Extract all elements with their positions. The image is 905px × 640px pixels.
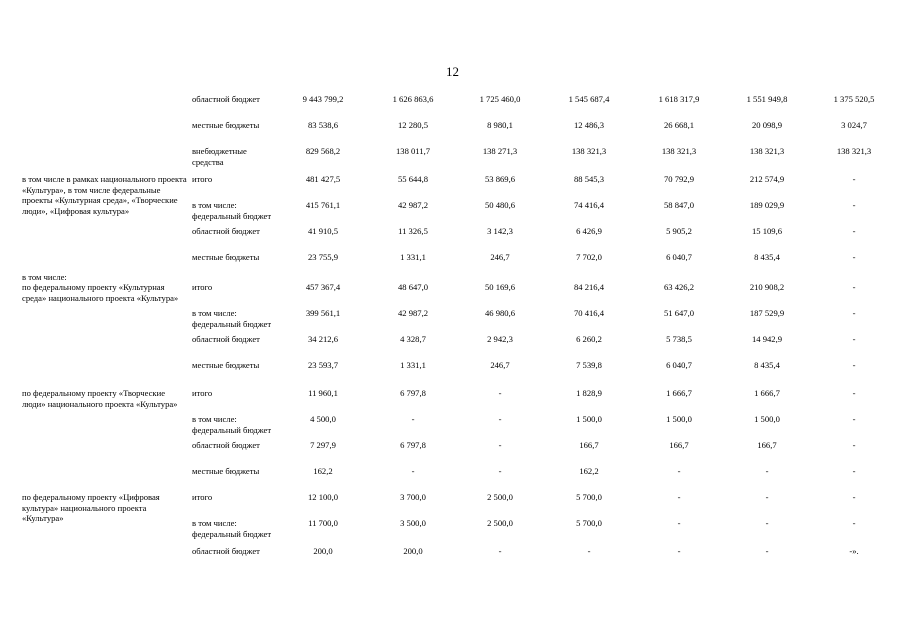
value-cell: 8 435,4	[754, 360, 780, 370]
value-cell: 1 666,7	[754, 388, 780, 398]
value-cell: 26 668,1	[663, 120, 695, 130]
value-cell: 1 500,0	[576, 414, 602, 424]
value-cell: 6 426,9	[576, 226, 602, 236]
value-cell: -	[498, 440, 502, 450]
value-cell: 2 500,0	[487, 492, 513, 502]
value-cell: -	[765, 466, 769, 476]
value-cell: 5 905,2	[666, 226, 692, 236]
value-cell: 7 539,8	[576, 360, 602, 370]
value-cell: 5 700,0	[576, 492, 602, 502]
value-cell: 210 908,2	[749, 282, 785, 292]
value-cell: 138 321,3	[571, 146, 607, 156]
value-cell: 1 500,0	[754, 414, 780, 424]
budget-source: областной бюджет	[192, 546, 260, 556]
value-cell: 138 271,3	[482, 146, 518, 156]
budget-source: в том числе: федеральный бюджет	[192, 518, 272, 539]
value-cell: 70 416,4	[573, 308, 605, 318]
value-cell: 481 427,5	[305, 174, 341, 184]
value-cell: 83 538,6	[307, 120, 339, 130]
value-cell: 200,0	[403, 546, 423, 556]
value-cell: 162,2	[313, 466, 333, 476]
value-cell: 1 666,7	[666, 388, 692, 398]
value-cell: -	[852, 466, 856, 476]
value-cell: 12 280,5	[397, 120, 429, 130]
value-cell: -	[498, 388, 502, 398]
value-cell: -	[677, 518, 681, 528]
value-cell: -	[498, 466, 502, 476]
value-cell: 4 328,7	[400, 334, 426, 344]
value-cell: 1 626 863,6	[392, 94, 434, 104]
row-description: по федеральному проекту «Культурная среда» национального проекта «Культура»	[22, 282, 179, 303]
value-cell: 166,7	[757, 440, 777, 450]
row-description: по федеральному проекту «Цифровая культура» национального проекта «Культура»	[22, 492, 160, 524]
value-cell: 58 847,0	[663, 200, 695, 210]
budget-source: областной бюджет	[192, 226, 260, 236]
value-cell: 2 942,3	[487, 334, 513, 344]
value-cell: 6 797,8	[400, 440, 426, 450]
budget-source: итого	[192, 492, 213, 502]
budget-source: областной бюджет	[192, 94, 260, 104]
value-cell: 399 561,1	[305, 308, 341, 318]
value-cell: -	[852, 440, 856, 450]
value-cell: 1 828,9	[576, 388, 602, 398]
value-cell: -	[765, 492, 769, 502]
value-cell: -	[765, 518, 769, 528]
budget-source: в том числе: федеральный бюджет	[192, 200, 272, 221]
value-cell: 200,0	[313, 546, 333, 556]
value-cell: -».	[849, 546, 859, 556]
value-cell: 6 797,8	[400, 388, 426, 398]
budget-source: итого	[192, 388, 213, 398]
budget-source: местные бюджеты	[192, 252, 260, 262]
value-cell: 6 040,7	[666, 360, 692, 370]
budget-source: итого	[192, 174, 213, 184]
value-cell: 48 647,0	[397, 282, 429, 292]
value-cell: 23 593,7	[307, 360, 339, 370]
value-cell: -	[852, 388, 856, 398]
value-cell: 1 331,1	[400, 360, 426, 370]
value-cell: 1 725 460,0	[479, 94, 521, 104]
value-cell: 2 500,0	[487, 518, 513, 528]
value-cell: -	[852, 282, 856, 292]
row-description: в том числе в рамках национального проекта «Культура», в том числе федеральные проекты «Культурная среда», «Творческие люди», «Цифровая культура»	[22, 174, 187, 216]
value-cell: 70 792,9	[663, 174, 695, 184]
value-cell: 6 260,2	[576, 334, 602, 344]
budget-source: местные бюджеты	[192, 466, 260, 476]
value-cell: 1 500,0	[666, 414, 692, 424]
value-cell: -	[411, 466, 415, 476]
budget-source: областной бюджет	[192, 334, 260, 344]
value-cell: 3 024,7	[841, 120, 867, 130]
value-cell: 51 647,0	[663, 308, 695, 318]
value-cell: 189 029,9	[749, 200, 785, 210]
value-cell: 14 942,9	[751, 334, 783, 344]
value-cell: 166,7	[579, 440, 599, 450]
value-cell: -	[852, 414, 856, 424]
value-cell: 415 761,1	[305, 200, 341, 210]
budget-source: областной бюджет	[192, 440, 260, 450]
value-cell: 88 545,3	[573, 174, 605, 184]
value-cell: 246,7	[490, 252, 510, 262]
value-cell: 7 297,9	[310, 440, 336, 450]
including-label: в том числе:	[22, 272, 67, 282]
budget-source: в том числе: федеральный бюджет	[192, 308, 272, 329]
value-cell: 1 545 687,4	[568, 94, 610, 104]
value-cell: 138 321,3	[749, 146, 785, 156]
value-cell: -	[677, 546, 681, 556]
value-cell: 3 142,3	[487, 226, 513, 236]
value-cell: 55 644,8	[397, 174, 429, 184]
value-cell: -	[587, 546, 591, 556]
value-cell: 1 551 949,8	[746, 94, 788, 104]
row-description: по федеральному проекту «Творческие люди» национального проекта «Культура»	[22, 388, 178, 409]
value-cell: 50 169,6	[484, 282, 516, 292]
value-cell: -	[852, 334, 856, 344]
value-cell: 246,7	[490, 360, 510, 370]
value-cell: -	[852, 200, 856, 210]
budget-source: местные бюджеты	[192, 360, 260, 370]
value-cell: 829 568,2	[305, 146, 341, 156]
value-cell: 1 375 520,5	[833, 94, 875, 104]
page-number: 12	[446, 64, 459, 79]
value-cell: -	[677, 466, 681, 476]
value-cell: 138 321,3	[836, 146, 872, 156]
value-cell: -	[765, 546, 769, 556]
value-cell: 8 435,4	[754, 252, 780, 262]
value-cell: 20 098,9	[751, 120, 783, 130]
value-cell: -	[677, 492, 681, 502]
value-cell: 84 216,4	[573, 282, 605, 292]
value-cell: 9 443 799,2	[302, 94, 344, 104]
value-cell: 42 987,2	[397, 308, 429, 318]
value-cell: 4 500,0	[310, 414, 336, 424]
value-cell: 12 486,3	[573, 120, 605, 130]
value-cell: -	[852, 226, 856, 236]
value-cell: 457 367,4	[305, 282, 341, 292]
value-cell: 162,2	[579, 466, 599, 476]
value-cell: 7 702,0	[576, 252, 602, 262]
budget-source: итого	[192, 282, 213, 292]
value-cell: 11 326,5	[398, 226, 428, 236]
value-cell: -	[852, 492, 856, 502]
value-cell: -	[498, 414, 502, 424]
value-cell: 6 040,7	[666, 252, 692, 262]
value-cell: -	[852, 360, 856, 370]
value-cell: 53 869,6	[484, 174, 516, 184]
value-cell: 15 109,6	[751, 226, 783, 236]
value-cell: 3 700,0	[400, 492, 426, 502]
value-cell: 166,7	[669, 440, 689, 450]
value-cell: -	[411, 414, 415, 424]
value-cell: 63 426,2	[663, 282, 695, 292]
value-cell: 11 960,1	[308, 388, 338, 398]
value-cell: 5 738,5	[666, 334, 692, 344]
value-cell: 138 011,7	[395, 146, 431, 156]
value-cell: 41 910,5	[307, 226, 339, 236]
value-cell: -	[852, 174, 856, 184]
value-cell: 74 416,4	[573, 200, 605, 210]
budget-source: в том числе: федеральный бюджет	[192, 414, 272, 435]
value-cell: 3 500,0	[400, 518, 426, 528]
budget-source: внебюджетные средства	[192, 146, 247, 167]
value-cell: 12 100,0	[307, 492, 339, 502]
value-cell: 11 700,0	[308, 518, 338, 528]
value-cell: 34 212,6	[307, 334, 339, 344]
budget-source: местные бюджеты	[192, 120, 260, 130]
value-cell: 1 331,1	[400, 252, 426, 262]
value-cell: -	[852, 252, 856, 262]
value-cell: 8 980,1	[487, 120, 513, 130]
value-cell: 5 700,0	[576, 518, 602, 528]
value-cell: -	[498, 546, 502, 556]
value-cell: 23 755,9	[307, 252, 339, 262]
value-cell: -	[852, 308, 856, 318]
value-cell: 1 618 317,9	[658, 94, 700, 104]
value-cell: 138 321,3	[661, 146, 697, 156]
value-cell: 46 980,6	[484, 308, 516, 318]
value-cell: -	[852, 518, 856, 528]
value-cell: 42 987,2	[397, 200, 429, 210]
value-cell: 50 480,6	[484, 200, 516, 210]
value-cell: 212 574,9	[749, 174, 785, 184]
value-cell: 187 529,9	[749, 308, 785, 318]
